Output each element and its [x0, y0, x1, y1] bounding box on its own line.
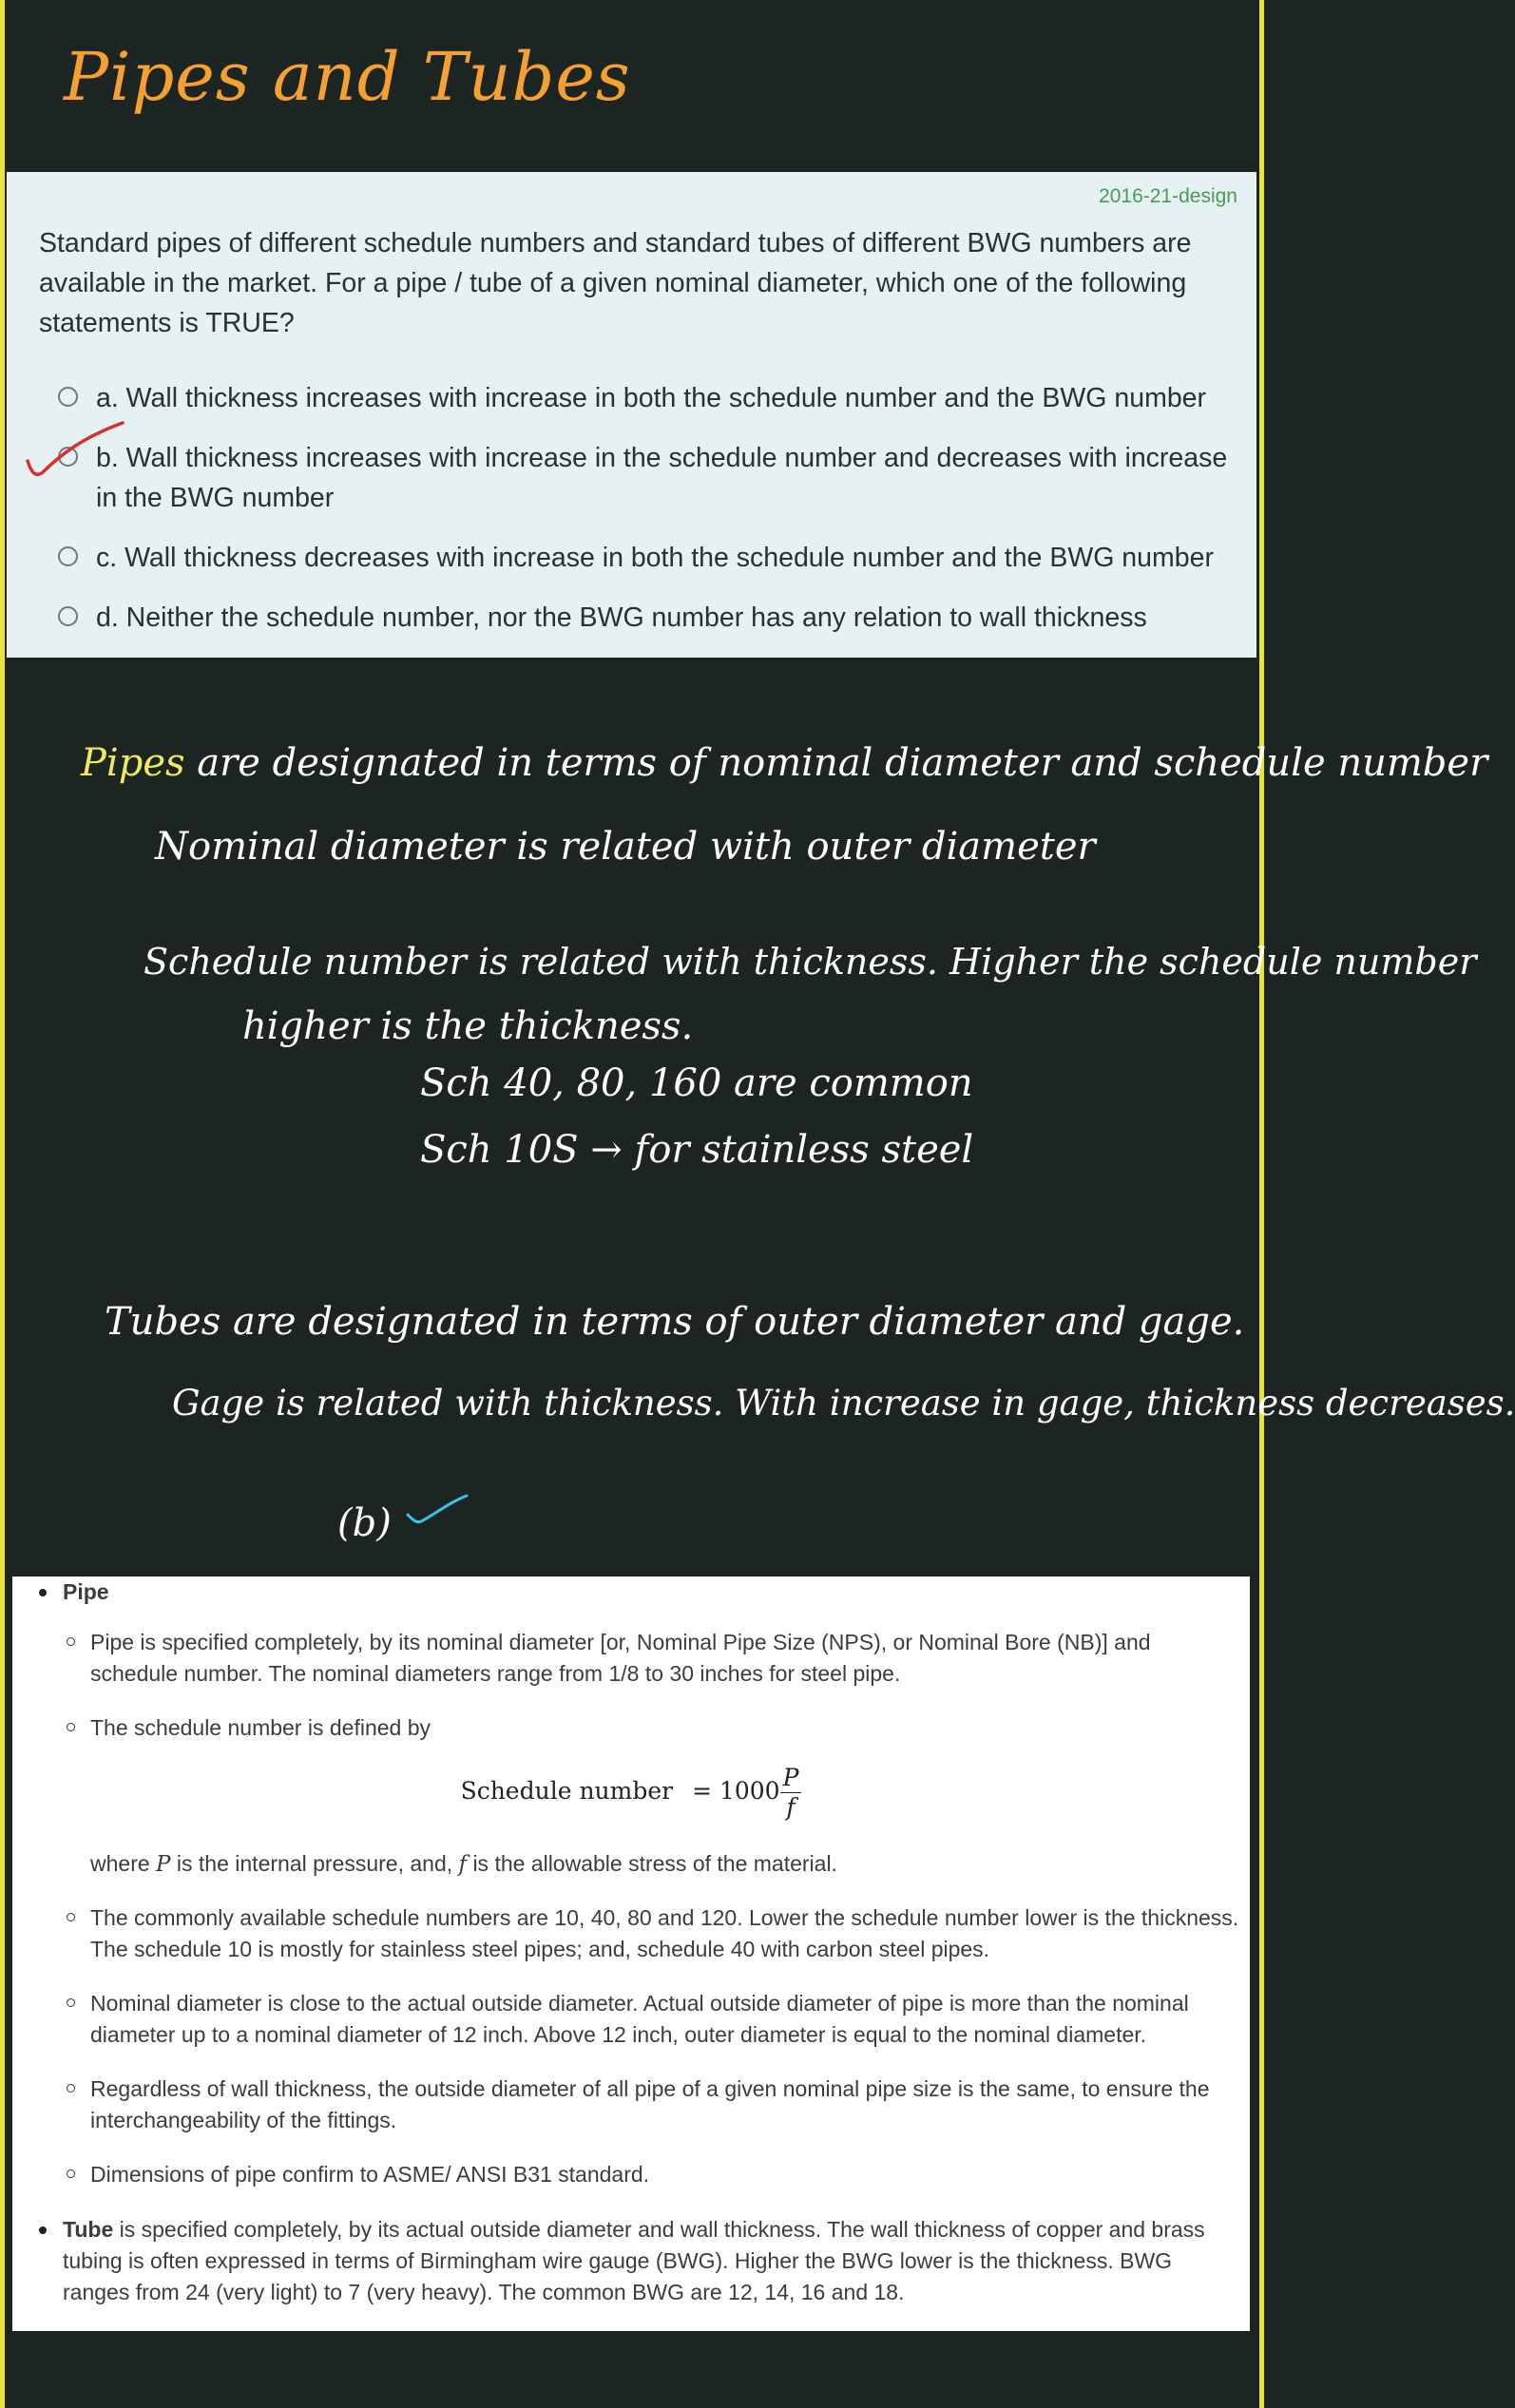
pipe-bullet-5: Regardless of wall thickness, the outside diameter of all pipe of a given nominal pipe size is the same, to ensure the interchangeability of the fittings.	[90, 2074, 1240, 2136]
pipe-bullet-4: Nominal diameter is close to the actual outside diameter. Actual outside diameter of pipe is more than the nominal diameter up to a nominal diameter of 12 inch. Above 12 inch, outer diameter is equal to the nominal diameter.	[90, 1988, 1240, 2051]
note-line-8: Gage is related with thickness. With increase in gage, thickness decreases.	[172, 1383, 1515, 1424]
var-p: P	[156, 1852, 171, 1877]
question-tag: 2016-21-design	[1099, 185, 1237, 207]
note-line-5: Sch 40, 80, 160 are common	[420, 1061, 973, 1105]
equation-mid: = 1000	[692, 1777, 780, 1805]
note-line-7: Tubes are designated in terms of outer diameter and gage.	[105, 1300, 1245, 1344]
pipe-bullet-3: The commonly available schedule numbers are 10, 40, 80 and 120. Lower the schedule number lower is the thickness. The schedule 10 is mostly for stainless steel pipes; and, schedule 40 with carbon steel pipes.	[90, 1902, 1240, 1965]
var-f: f	[458, 1852, 468, 1877]
radio-button[interactable]	[58, 387, 78, 407]
tube-text: is specified completely, by its actual outside diameter and wall thickness. The wall thickness of copper and brass tubing is often expressed in terms of Birmingham wire gauge (BWG). Higher the BWG lower is the thickness. BWG ranges from 24 (very light) to 7 (very heavy). The common BWG are 12, 14, 16 and 18.	[63, 2217, 1205, 2304]
where-text-1: where	[90, 1851, 150, 1876]
blue-check-icon	[404, 1492, 470, 1530]
pipe-bullet-1: Pipe is specified completely, by its nominal diameter [or, Nominal Pipe Size (NPS), or Nominal Bore (NB)] and schedule number. The nominal diameters range from 1/8 to 30 inches for steel pipe.	[90, 1627, 1240, 1690]
note-line-2: Nominal diameter is related with outer diameter	[155, 825, 1096, 869]
note-line-6: Sch 10S → for stainless steel	[420, 1128, 974, 1172]
note-line-3: Schedule number is related with thickness. Higher the schedule number	[144, 941, 1477, 983]
note-pipes-word: Pipes	[81, 741, 185, 785]
note-line-4: higher is the thickness.	[242, 1004, 694, 1048]
solution-panel	[12, 1577, 1250, 2331]
radio-button[interactable]	[58, 546, 78, 566]
tube-bullet	[63, 2214, 1232, 2308]
question-text: Standard pipes of different schedule numbers and standard tubes of different BWG numbers are available in the market. For a pipe / tube of a given nominal diameter, which one of the following statements is TRUE?	[39, 228, 1192, 338]
page-title: Pipes and Tubes	[64, 38, 631, 116]
radio-button[interactable]	[58, 606, 78, 626]
option-a-label: a. Wall thickness increases with increase in both the schedule number and the BWG number	[96, 383, 1207, 413]
option-d-label: d. Neither the schedule number, nor the BWG number has any relation to wall thickness	[96, 602, 1147, 633]
equation-lhs: Schedule number	[460, 1777, 674, 1805]
note-line-1	[81, 741, 1487, 785]
equation-fraction	[780, 1764, 802, 1822]
option-b-label: b. Wall thickness increases with increase in the schedule number and decreases with increase in the BWG number	[96, 443, 1228, 513]
tube-heading: Tube	[63, 2217, 114, 2242]
equation-denominator: f	[786, 1793, 796, 1821]
where-line	[90, 1848, 837, 1881]
question-card	[7, 172, 1256, 658]
note-answer: (b)	[337, 1501, 392, 1545]
pipe-bullet-2: The schedule number is defined by	[90, 1712, 1240, 1744]
pipe-bullet-6: Dimensions of pipe confirm to ASME/ ANSI B31 standard.	[90, 2159, 1240, 2190]
note-line-1-text: are designated in terms of nominal diameter and schedule number	[197, 741, 1488, 785]
schedule-equation	[12, 1764, 1250, 1822]
where-text-2: is the internal pressure, and,	[176, 1851, 453, 1876]
pipe-heading: Pipe	[63, 1577, 1232, 1608]
equation-numerator: P	[780, 1764, 802, 1793]
where-text-3: is the allowable stress of the material.	[472, 1851, 837, 1876]
red-check-icon	[24, 419, 128, 486]
option-c-label: c. Wall thickness decreases with increase in both the schedule number and the BWG number	[96, 543, 1214, 573]
